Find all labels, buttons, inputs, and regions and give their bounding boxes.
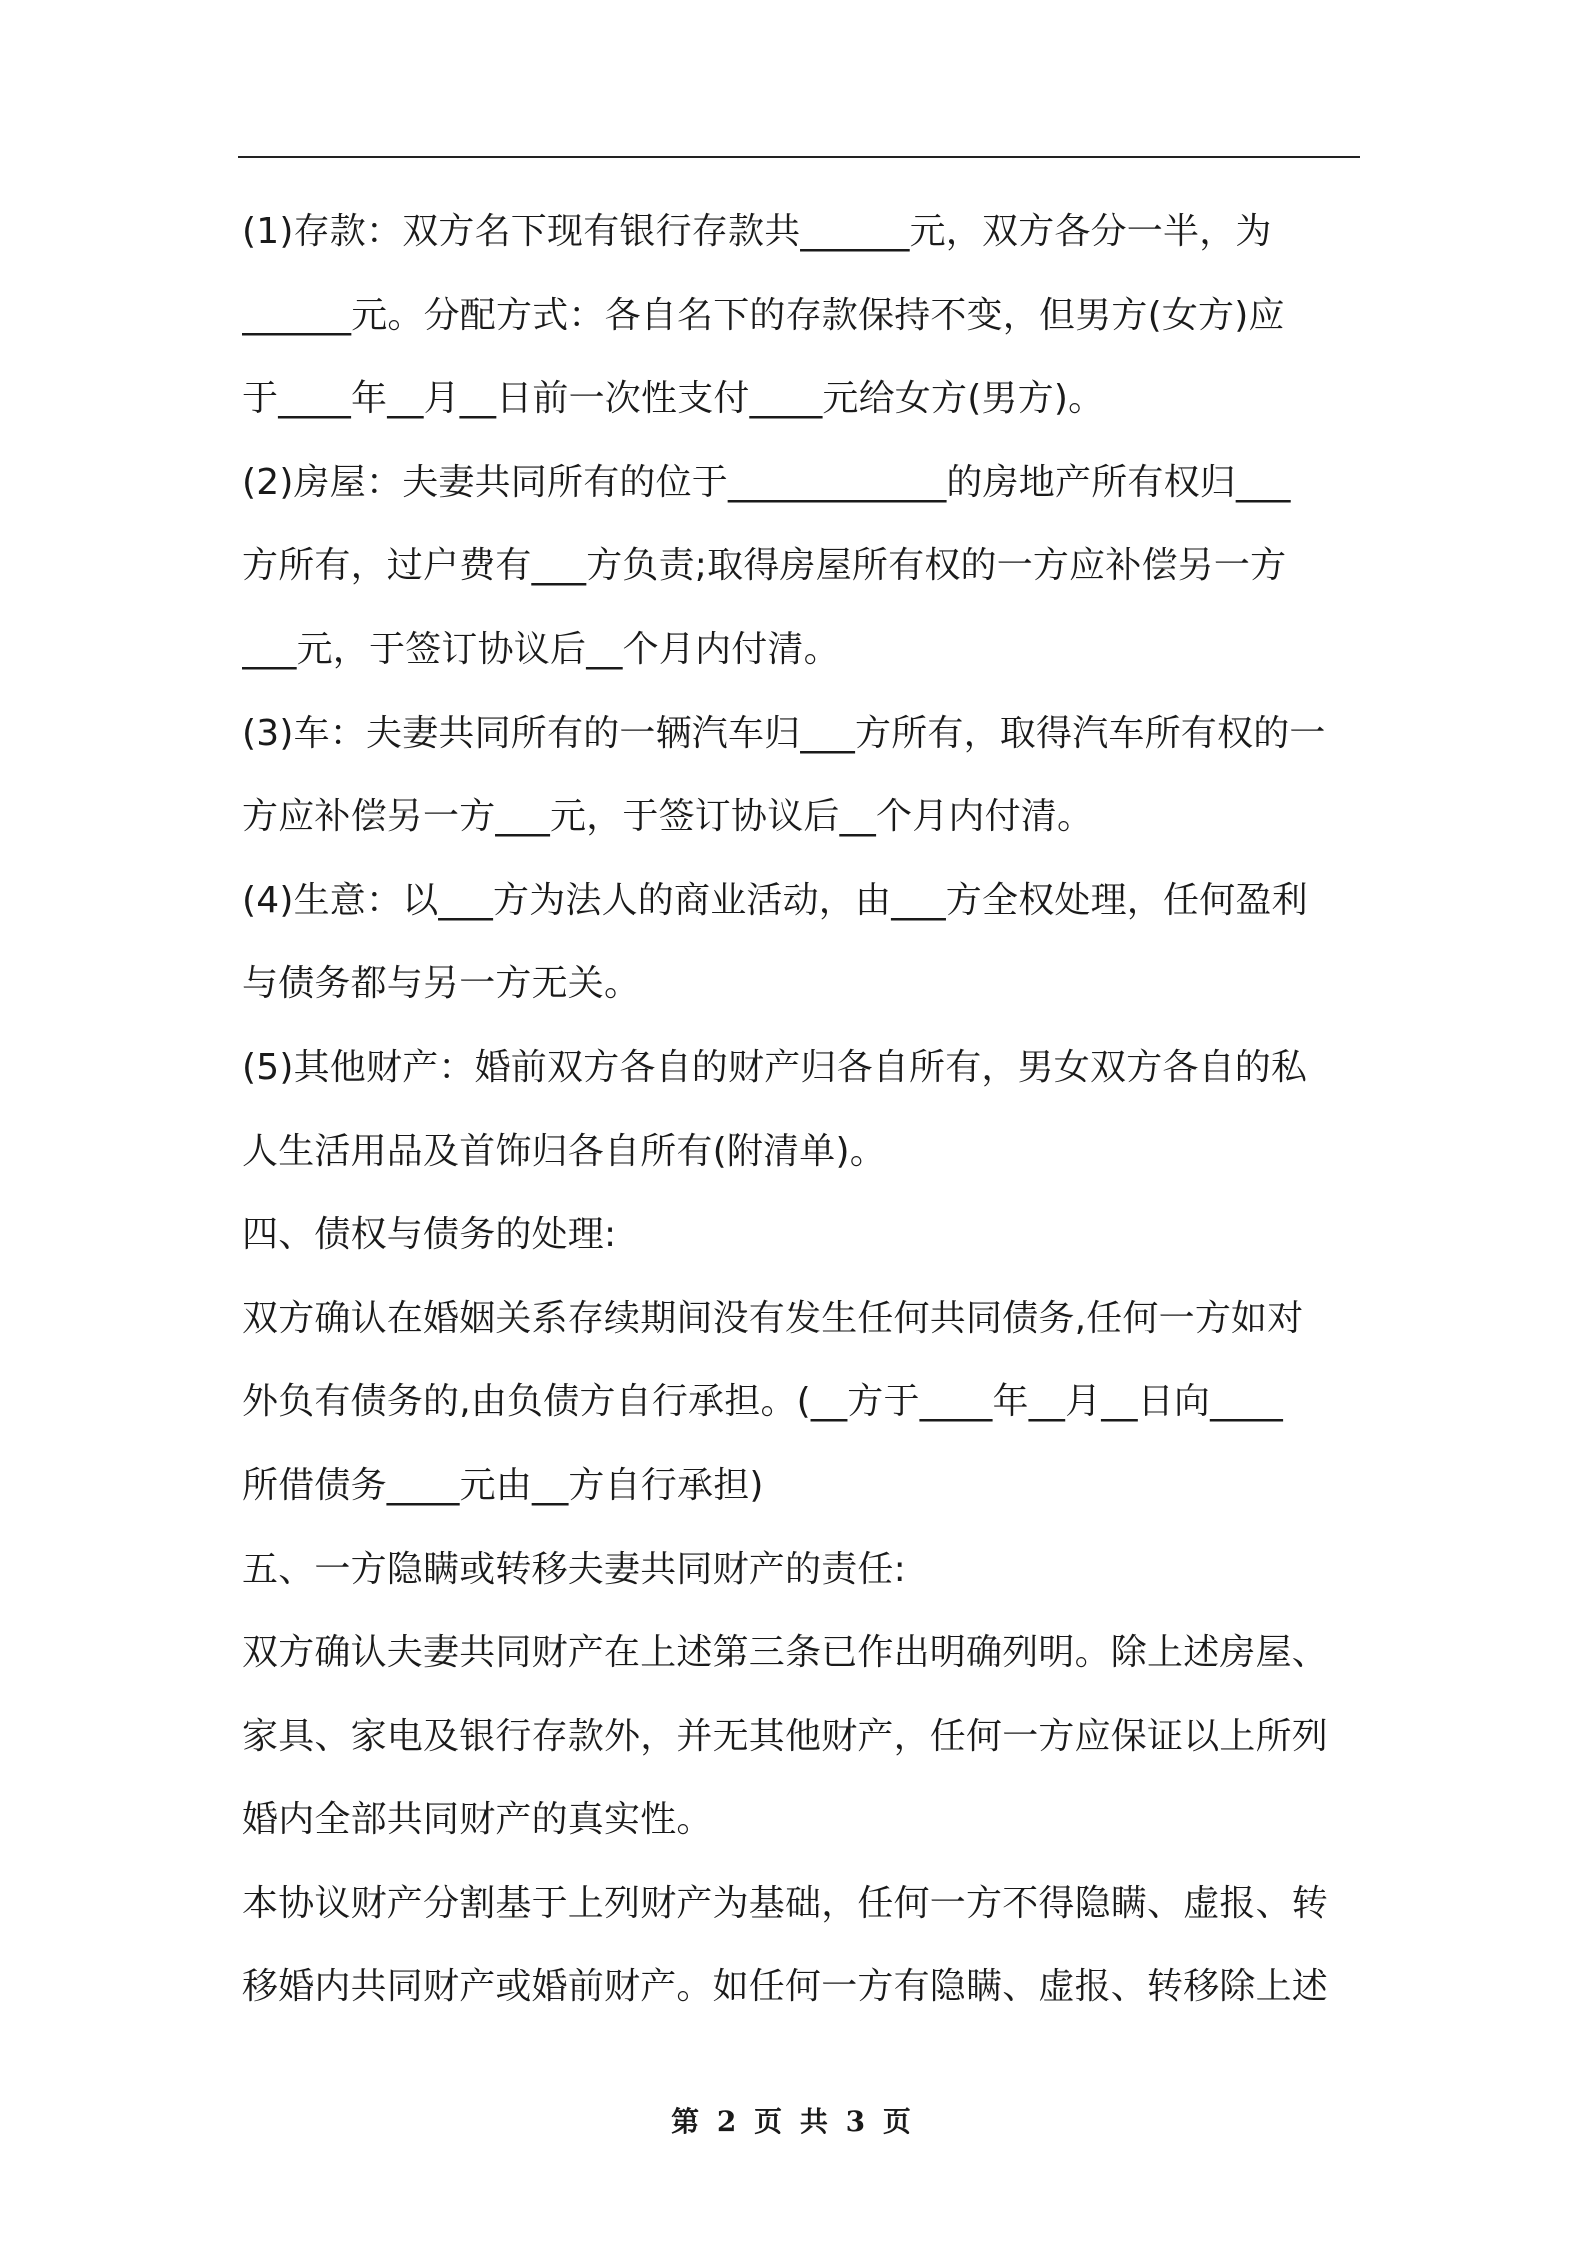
body-line: 双方确认夫妻共同财产在上述第三条已作出明确列明。除上述房屋、: [242, 1632, 1329, 1674]
body-line: 移婚内共同财产或婚前财产。如任何一方有隐瞒、虚报、转移除上述: [242, 1966, 1329, 2008]
body-line: ___元，于签订协议后__个月内付清。: [242, 628, 840, 670]
body-line: 所借债务____元由__方自行承担): [242, 1464, 764, 1506]
body-line: (4)生意：以___方为法人的商业活动，由___方全权处理，任何盈利: [242, 879, 1308, 921]
body-line: (1)存款：双方名下现有银行存款共______元，双方各分一半，为: [242, 211, 1272, 252]
body-line: 人生活用品及首饰归各自所有(附清单)。: [242, 1130, 886, 1172]
document-body: [242, 190, 1362, 2029]
header-divider: [238, 156, 1360, 158]
body-line: (3)车：夫妻共同所有的一辆汽车归___方所有，取得汽车所有权的一: [242, 712, 1326, 754]
body-line: 方所有，过户费有___方负责;取得房屋所有权的一方应补偿另一方: [242, 545, 1287, 587]
body-line: 于____年__月__日前一次性支付____元给女方(男方)。: [242, 378, 1105, 420]
body-line: ______元。分配方式：各自名下的存款保持不变，但男方(女方)应: [242, 294, 1285, 336]
section-heading: 五、一方隐瞒或转移夫妻共同财产的责任:: [242, 1548, 906, 1590]
body-line: 方应补偿另一方___元，于签订协议后__个月内付清。: [242, 796, 1094, 838]
body-line: 与债务都与另一方无关。: [242, 963, 641, 1005]
body-line: 双方确认在婚姻关系存续期间没有发生任何共同债务,任何一方如对: [242, 1297, 1304, 1339]
body-line: 家具、家电及银行存款外，并无其他财产，任何一方应保证以上所列: [242, 1715, 1329, 1757]
section-heading: 四、债权与债务的处理:: [242, 1214, 617, 1256]
body-line: 外负有债务的,由负债方自行承担。(__方于____年__月__日向____: [242, 1381, 1283, 1423]
page-number-footer: 第 2 页 共 3 页: [671, 2105, 915, 2138]
body-line: 本协议财产分割基于上列财产为基础，任何一方不得隐瞒、虚报、转: [242, 1882, 1329, 1924]
body-line: 婚内全部共同财产的真实性。: [242, 1799, 713, 1841]
body-line: (2)房屋：夫妻共同所有的位于____________的房地产所有权归___: [242, 461, 1291, 503]
body-line: (5)其他财产：婚前双方各自的财产归各自所有，男女双方各自的私: [242, 1046, 1308, 1088]
